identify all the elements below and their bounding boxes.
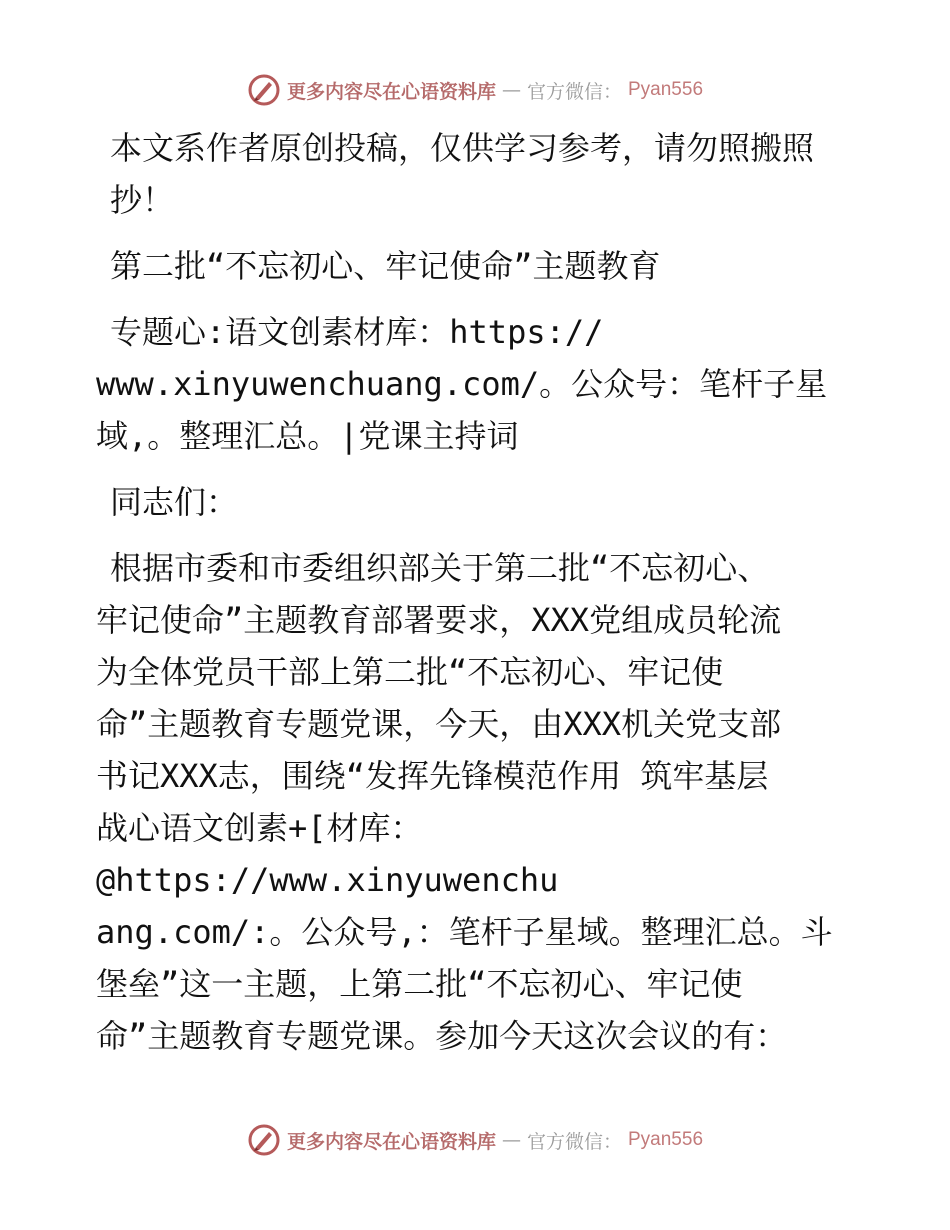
topic-line: 域,。整理汇总。|党课主持词	[96, 417, 519, 455]
main-line: 堡垒”这一主题，上第二批“不忘初心、牢记使	[96, 965, 743, 1003]
document-body	[96, 122, 856, 1062]
title-text: 第二批“不忘初心、牢记使命”主题教育	[110, 247, 661, 285]
banner-site-name: 更多内容尽在心语资料库	[286, 80, 496, 103]
main-line: ang.com/:。公众号,：笔杆子星域。整理汇总。斗	[96, 913, 833, 951]
pen-logo-icon	[247, 1123, 281, 1157]
banner-site-name: 更多内容尽在心语资料库	[286, 1130, 496, 1153]
disclaimer-text: 本文系作者原创投稿，仅供学习参考，请勿照搬照抄！	[110, 129, 815, 219]
header-banner	[0, 70, 950, 110]
topic-line: 专题心:语文创素材库：https://	[110, 313, 604, 351]
topic-line: www.xinyuwenchuang.com/。公众号：笔杆子星	[96, 365, 828, 403]
pen-logo-icon	[247, 73, 281, 107]
title-paragraph	[96, 240, 856, 292]
banner-wechat-label: 官方微信：	[526, 1130, 622, 1153]
footer-banner	[0, 1120, 950, 1160]
main-line: 命”主题教育专题党课，今天，由XXX机关党支部	[96, 705, 782, 743]
main-line: 根据市委和市委组织部关于第二批“不忘初心、	[110, 549, 770, 587]
banner-wechat-id: Pyan556	[628, 79, 704, 100]
banner-wechat-id: Pyan556	[628, 1129, 704, 1150]
disclaimer-paragraph	[96, 122, 856, 226]
topic-paragraph	[96, 306, 856, 462]
main-line: 书记XXX志，围绕“发挥先锋模范作用 筑牢基层	[96, 757, 769, 795]
main-paragraph	[96, 542, 856, 1062]
main-line: 牢记使命”主题教育部署要求，XXX党组成员轮流	[96, 601, 782, 639]
salutation-paragraph	[96, 476, 856, 528]
main-line: 战心语文创素+[材库：@https://www.xinyuwenchu	[96, 809, 559, 899]
banner-dash: —	[501, 1129, 521, 1151]
main-line: 命”主题教育专题党课。参加今天这次会议的有：	[96, 1017, 788, 1055]
banner-wechat-label: 官方微信：	[526, 80, 622, 103]
salutation-text: 同志们：	[110, 483, 239, 521]
main-line: 为全体党员干部上第二批“不忘初心、牢记使	[96, 653, 724, 691]
banner-dash: —	[501, 79, 521, 101]
